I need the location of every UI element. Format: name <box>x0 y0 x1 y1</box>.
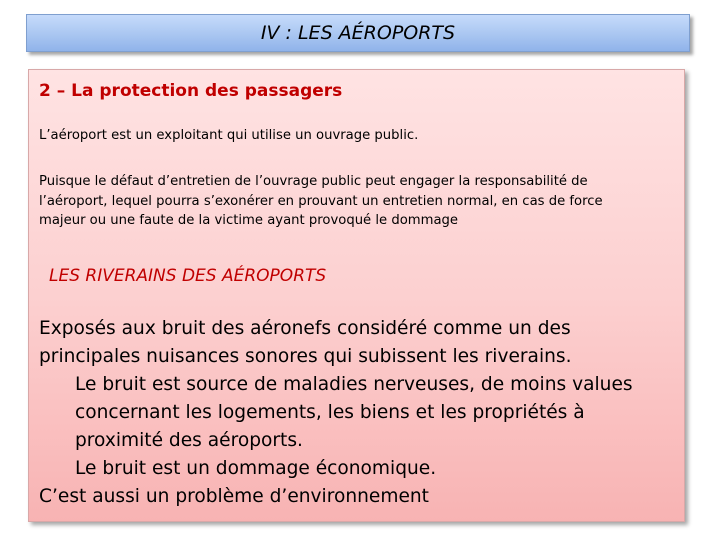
paragraph-2-line: l’aéroport, lequel pourra s’exonérer en prouvant un entretien normal, en cas de force <box>39 193 603 209</box>
body-line-indented: Le bruit est source de maladies nerveuses, de moins values <box>75 374 633 395</box>
body-line: principales nuisances sonores qui subissent les riverains. <box>39 346 572 367</box>
body-line: Exposés aux bruit des aéronefs considéré comme un des <box>39 318 571 339</box>
slide-title: IV : LES AÉROPORTS <box>260 22 456 44</box>
content-box <box>28 69 685 522</box>
paragraph-1: L’aéroport est un exploitant qui utilise un ouvrage public. <box>39 128 419 143</box>
slide-title-box <box>26 14 690 52</box>
subheading: LES RIVERAINS DES AÉROPORTS <box>49 266 327 286</box>
paragraph-2-line: majeur ou une faute de la victime ayant provoqué le dommage <box>39 213 459 228</box>
body-line-indented: Le bruit est un dommage économique. <box>75 458 437 479</box>
body-line: C’est aussi un problème d’environnement <box>39 486 429 507</box>
body-line-indented: proximité des aéroports. <box>75 430 303 451</box>
body-text <box>39 315 633 511</box>
paragraph-2-line: Puisque le défaut d’entretien de l’ouvrage public peut engager la responsabilité de <box>39 174 588 189</box>
section-heading: 2 – La protection des passagers <box>39 81 343 101</box>
paragraph-2 <box>39 172 679 231</box>
body-line-indented: concernant les logements, les biens et les propriétés à <box>75 402 585 423</box>
